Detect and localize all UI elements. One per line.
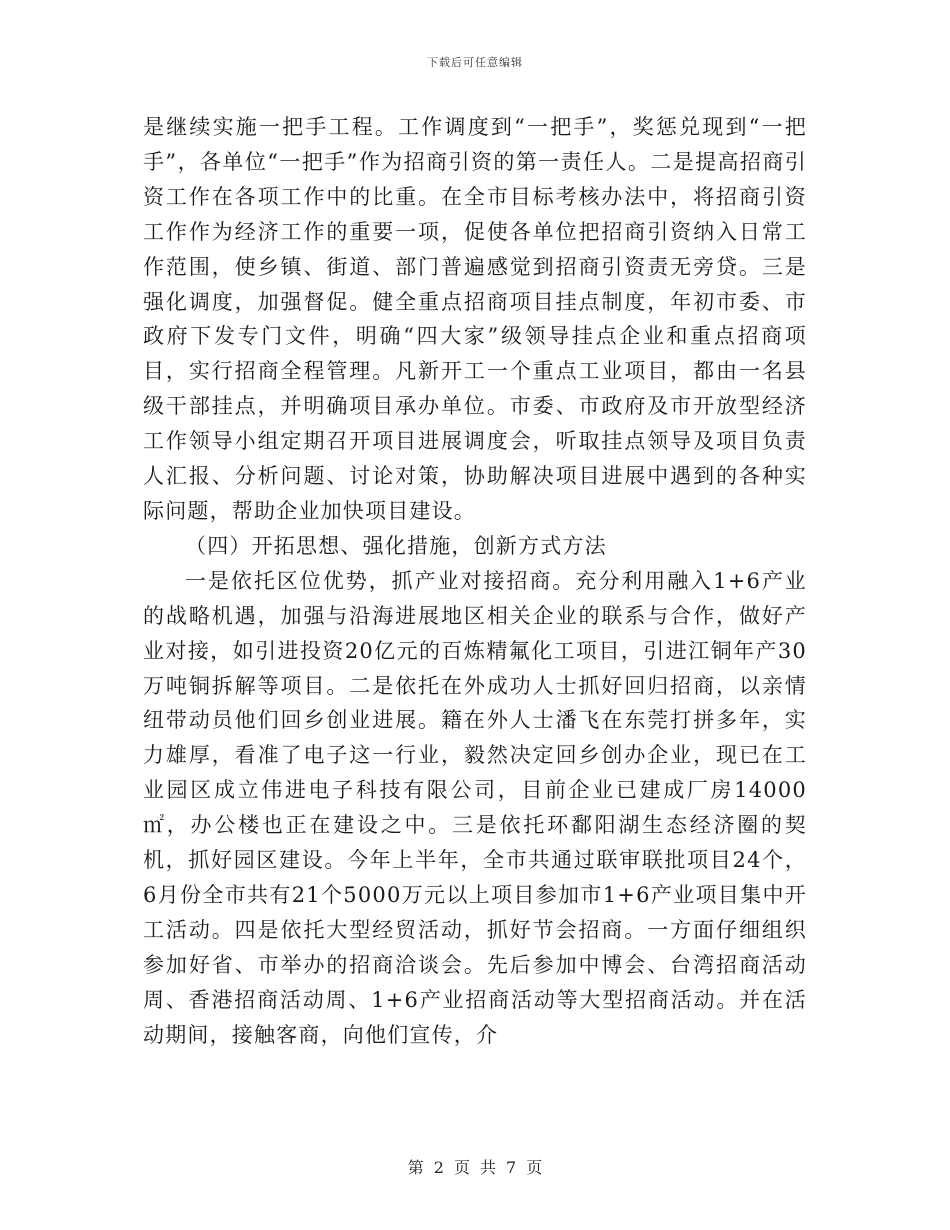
footer-ye: 页 [453, 1158, 470, 1177]
paragraph-continued: 是继续实施一把手工程。工作调度到“一把手”，奖惩兑现到“一把手”，各单位“一把手”作为招商引资的第一责任人。二是提高招商引资工作在各项工作中的比重。在全市目标考核办法中，将招商引资工作作为经济工作的重要一项，促使各单位把招商引资纳入日常工作范围，使乡镇、街道、部门普遍感觉到招商引资责无旁贷。三是强化调度，加强督促。健全重点招商项目挂点制度，年初市委、市政府下发专门文件，明确“四大家”级领导挂点企业和重点招商项目，实行招商全程管理。凡新开工一个重点工业项目，都由一名县级干部挂点，并明确项目承办单位。市委、市政府及市开放型经济工作领导小组定期召开项目进展调度会，听取挂点领导及项目负责人汇报、分析问题、讨论对策，协助解决项目进展中遇到的各种实际问题，帮助企业加快项目建设。 [143, 115, 807, 523]
body-text [143, 110, 807, 1052]
footer-total-pages: 7 [506, 1158, 517, 1177]
page-header [0, 54, 950, 70]
section-heading: （四）开拓思想、强化措施，创新方式方法 [185, 533, 607, 558]
footer-gong: 共 [480, 1158, 497, 1177]
paragraph: 一是依托区位优势，抓产业对接招商。充分利用融入1+6产业的战略机遇，加强与沿海进展地区相关企业的联系与合作，做好产业对接，如引进投资20亿元的百炼精氟化工项目，引进江铜年产30万吨铜拆解等项目。二是依托在外成功人士抓好回归招商，以亲情纽带动员他们回乡创业进展。籍在外人士潘飞在东莞打拼多年，实力雄厚，看准了电子这一行业，毅然决定回乡创办企业，现已在工业园区成立伟进电子科技有限公司，目前企业已建成厂房14000㎡，办公楼也正在建设之中。三是依托环鄱阳湖生态经济圈的契机，抓好园区建设。今年上半年，全市共通过联审联批项目24个，6月份全市共有21个5000万元以上项目参加市1+6产业项目集中开工活动。四是依托大型经贸活动，抓好节会招商。一方面仔细组织参加好省、市举办的招商洽谈会。先后参加中博会、台湾招商活动周、香港招商活动周、1+6产业招商活动等大型招商活动。并在活动期间，接触客商，向他们宣传，介 [143, 568, 807, 1047]
header-note: 下载后可任意编辑 [427, 56, 523, 69]
footer-ye-2: 页 [526, 1158, 543, 1177]
footer-page-number: 2 [433, 1158, 444, 1177]
footer-di: 第 [407, 1158, 424, 1177]
page-footer [0, 1155, 950, 1178]
